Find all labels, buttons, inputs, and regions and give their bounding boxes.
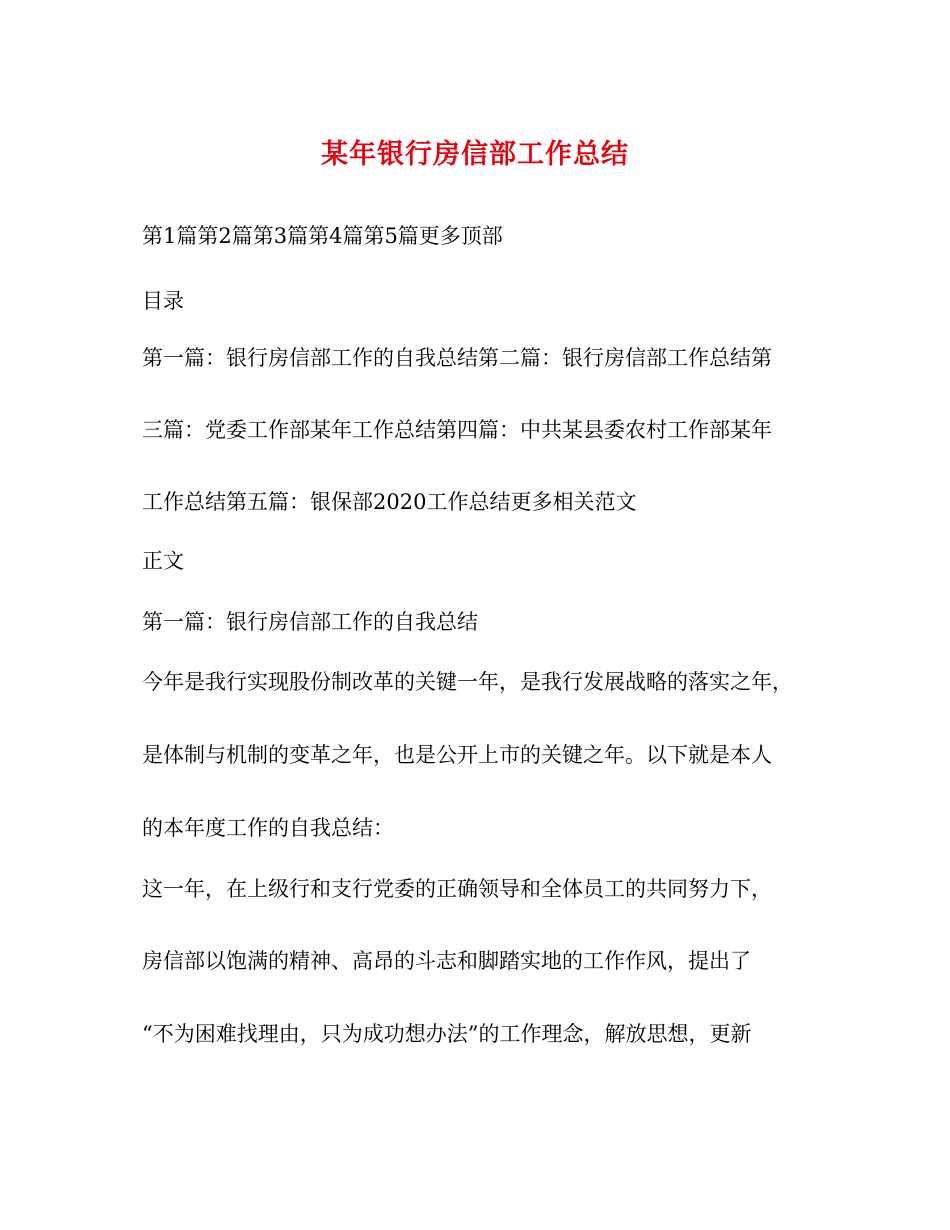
- document-title: 某年银行房信部工作总结: [321, 139, 629, 170]
- toc-line: 第一篇：银行房信部工作的自我总结第二篇：银行房信部工作总结第: [142, 346, 772, 370]
- body-heading: 正文: [142, 549, 184, 573]
- section-heading: 第一篇：银行房信部工作的自我总结: [142, 610, 478, 634]
- toc-line: 三篇：党委工作部某年工作总结第四篇：中共某县委农村工作部某年: [142, 418, 772, 442]
- paragraph-line: 今年是我行实现股份制改革的关键一年，是我行发展战略的落实之年，: [142, 670, 793, 694]
- toc-line: 工作总结第五篇：银保部2020工作总结更多相关范文: [142, 490, 637, 514]
- toc-heading: 目录: [142, 289, 184, 313]
- paragraph-line: 房信部以饱满的精神、高昂的斗志和脚踏实地的工作作风，提出了: [142, 949, 751, 973]
- paragraph-line: “不为困难找理由，只为成功想办法”的工作理念，解放思想，更新: [142, 1022, 752, 1046]
- article-nav-links[interactable]: 第1篇第2篇第3篇第4篇第5篇更多顶部: [142, 224, 503, 248]
- paragraph-line: 是体制与机制的变革之年，也是公开上市的关键之年。以下就是本人: [142, 743, 772, 767]
- paragraph-line: 的本年度工作的自我总结：: [142, 816, 394, 840]
- paragraph-line: 这一年，在上级行和支行党委的正确领导和全体员工的共同努力下，: [142, 877, 772, 901]
